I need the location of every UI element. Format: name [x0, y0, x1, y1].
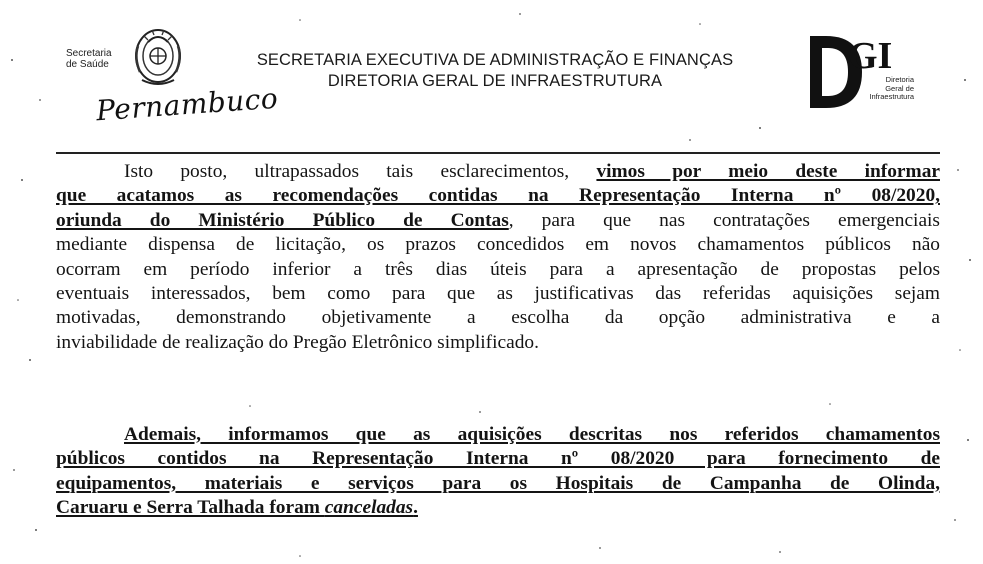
emphasis-text: vimos por meio deste informar: [596, 161, 940, 182]
paragraph-2-line-3: equipamentos, materiais e serviços para os Hospitais de Campanha de Olinda,: [56, 472, 940, 494]
pernambuco-script-logo: Pernambuco: [95, 81, 280, 128]
dgi-logo: [806, 32, 916, 112]
paragraph-1: [56, 160, 940, 355]
paragraph-2: [56, 423, 940, 521]
paragraph-1-line-5: ocorram em período inferior a três dias úteis para a apresentação de propostas pelos: [56, 258, 940, 280]
secretaria-label: Secretaria de Saúde: [66, 48, 112, 70]
paragraph-1-line-3: oriunda do Ministério Público de Contas, para que nas contratações emergenciais: [56, 209, 940, 231]
header-title-line1: SECRETARIA EXECUTIVA DE ADMINISTRAÇÃO E FINANÇAS: [256, 51, 734, 69]
paragraph-1-line-4: mediante dispensa de licitação, os prazos concedidos em novos chamamentos públicos não: [56, 234, 940, 256]
dgi-subtitle: Diretoria Geral de Infraestrutura: [869, 75, 914, 101]
cancelled-emphasis: canceladas: [324, 497, 414, 519]
paragraph-1-line-7: motivadas, demonstrando objetivamente a escolha da opção administrativa e a: [56, 307, 940, 329]
paragraph-1-line-1: Isto posto, ultrapassados tais esclarecimentos, vimos por meio deste informar: [124, 161, 940, 182]
paragraph-1-line-2: [56, 184, 940, 208]
secretaria-de-saude-logo: [60, 22, 280, 132]
paragraph-1-line-8: inviabilidade de realização do Pregão Eletrônico simplificado.: [56, 331, 539, 353]
paragraph-1-line-6: eventuais interessados, bem como para que as justificativas das referidas aquisições sejam: [56, 282, 940, 304]
state-coat-of-arms-icon: [130, 26, 186, 90]
emphasis-text: que acatamos as recomendações contidas na Representação Interna nº 08/2020,: [56, 185, 940, 207]
header-title-line2: DIRETORIA GERAL DE INFRAESTRUTURA: [327, 72, 663, 90]
paragraph-2-line-4: Caruaru e Serra Talhada foram canceladas.: [56, 497, 418, 519]
document-header: [0, 0, 983, 150]
emphasis-text: oriunda do Ministério Público de Contas: [56, 209, 509, 231]
dgi-letters: GI: [848, 35, 893, 77]
header-title-block: [250, 50, 740, 92]
paragraph-2-line-1: Ademais, informamos que as aquisições descritas nos referidos chamamentos: [124, 424, 940, 445]
header-divider: [56, 152, 940, 154]
paragraph-2-line-2: públicos contidos na Representação Interna nº 08/2020 para fornecimento de: [56, 448, 940, 470]
